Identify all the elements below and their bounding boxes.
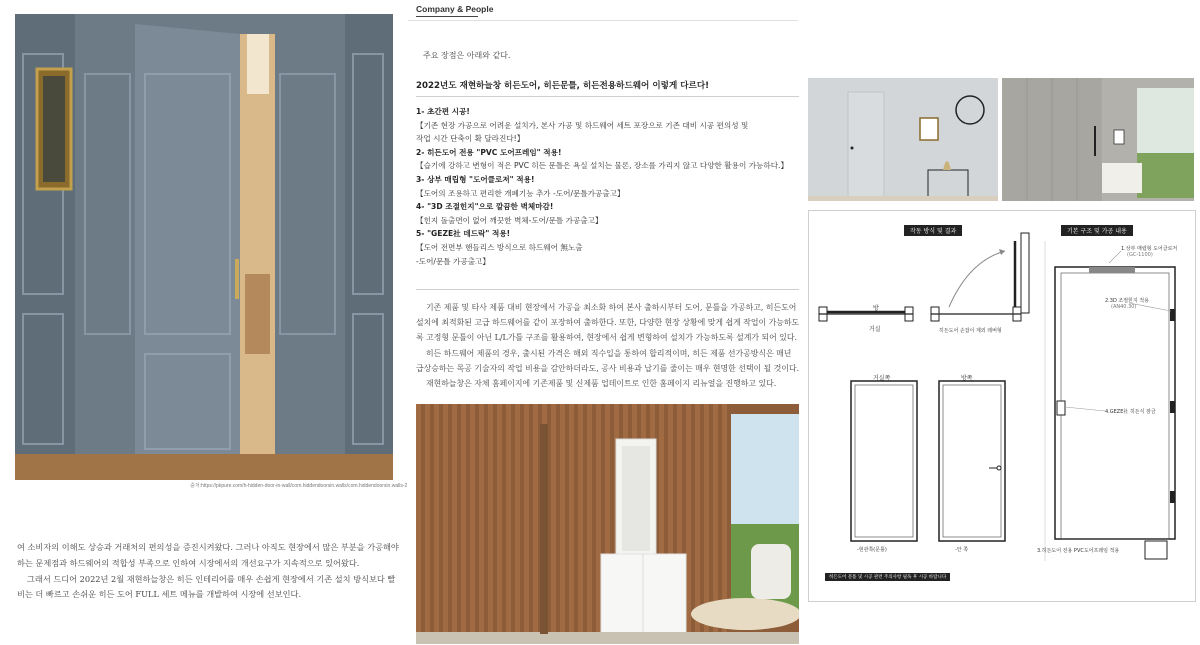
hinge-label: 2.3D 조절힌지 적용	[1105, 298, 1149, 304]
hinge-sub: (AN40.30)	[1111, 304, 1137, 310]
room-label-geosil: 거실	[869, 326, 881, 333]
label-room-side: 방쪽	[961, 375, 973, 382]
article-headline: 2022년도 재현하늘창 히든도어, 히든문틀, 히든전용하드웨어 이렇게 다르다!	[416, 81, 710, 91]
feature-list	[416, 105, 801, 268]
feature-item	[416, 105, 801, 146]
diagram-title-operation: 작동 방식 및 결과	[904, 225, 962, 236]
middle-paragraph-3: 재현하늘창은 자체 홈페이지에 기존제품 및 신제품 업데이트로 인한 홈페이지 리뉴얼을 진행하고 있다.	[426, 379, 777, 389]
feature-title: 3- 상부 매립형 "도어클로저" 적용!	[416, 174, 535, 184]
feature-item	[416, 200, 801, 227]
middle-article-body	[416, 300, 801, 391]
warning-banner: 히든도어 문틀 및 시공 관련 주의사항 필독 후 시공 바랍니다	[825, 573, 950, 581]
handle-note: 히든도어 손잡이 제외 레버형	[939, 328, 1002, 334]
intro-line: 주요 장점은 아래와 같다.	[423, 51, 511, 60]
section-tag-underline	[416, 16, 478, 17]
label-living-side: 거실쪽	[873, 375, 891, 382]
closer-sub: (GC-1100)	[1127, 252, 1153, 258]
interior-wood-slat-photo	[416, 404, 799, 644]
headline-divider	[416, 96, 799, 97]
hidden-door-room-photo	[808, 78, 998, 201]
feature-title: 4- "3D 조절힌지"으로 깔끔한 벽체마감!	[416, 202, 554, 212]
photo-caption: 출처:https://pkpure.com/h-hidden-door-in-wall/com.hiddendoorsin.walls/com.hiddendoorsin.walls-2	[190, 483, 408, 489]
left-paragraph-2: 그래서 드디어 2022년 2월 재현하늘창은 히든 인테리어를 매우 손쉽게 현장에서 기존 설치 방식보다 빨비는 더 빠르고 손쉬운 히든 도어 FULL 세트 메뉴를 개발하여 시장에 선보인다.	[17, 573, 396, 600]
left-article-body	[17, 540, 399, 603]
feature-desc: 【기존 현장 가공으로 어려운 설치가, 본사 가공 및 하드웨어 세트 포장으로 기존 대비 시공 편의성 및	[416, 120, 749, 130]
feature-title: 5- "GEZE社 데드락" 적용!	[416, 229, 511, 239]
caption-entrance-side: -현관쪽(문틀)	[857, 547, 887, 553]
feature-desc: 【힌지 돌출면이 없어 깨끗한 벽체-도어/문틀 가공출고】	[416, 215, 603, 225]
hidden-door-photo	[15, 14, 393, 480]
middle-paragraph-2: 히든 하드웨어 제품의 경우, 출시된 가격은 해외 직수입을 통하여 합리적이며, 히든 제품 선가공방식은 매년 급상승하는 목공 기술자의 작업 비용을 감안하더라도, 공사 비용과 납기를 줄이는 매우 현명한 선택이 될 것이다.	[416, 348, 800, 373]
feature-item	[416, 173, 801, 200]
section-divider	[408, 20, 798, 21]
door-structure-diagram	[808, 210, 1196, 602]
feature-desc: 【도어의 조용하고 편리한 개폐기능 추가 -도어/문틀가공출고】	[416, 188, 625, 198]
feature-item	[416, 227, 801, 268]
feature-desc: 【습기에 강하고 변형이 적은 PVC 히든 문틀은 욕실 설치는 물론, 장소를 가리지 않고 다양한 활용이 가능하다.】	[416, 161, 789, 171]
feature-desc: 【도어 전면부 핸들리스 방식으로 하드웨어 無노출	[416, 242, 583, 252]
left-paragraph-1: 여 소비자의 이해도 상승과 거래처의 편의성을 증진시켜왔다. 그러나 아직도 현장에서 많은 부분을 가공해야 하는 문제점과 하드웨어의 적합성 부족으로 인하여 시장에서의 개선요구가 지속적으로 있어왔다.	[17, 542, 399, 568]
diagram-title-structure: 기본 구조 및 가공 내용	[1061, 225, 1133, 236]
feature-desc-cont: 작업 시간 단축이 확 달라진다!】	[416, 134, 525, 144]
caption-inner-side: -안 쪽	[955, 547, 969, 553]
closer-label: 1.상부 매립형 도어클로저	[1121, 246, 1178, 252]
features-divider	[416, 289, 799, 290]
feature-title: 2- 히든도어 전용 "PVC 도어프레임" 적용!	[416, 147, 562, 157]
lock-label: 4.GEZE社 히든식 잠금	[1105, 409, 1156, 415]
feature-item	[416, 146, 801, 173]
feature-desc-cont: -도어/문틀 가공출고】	[416, 256, 490, 266]
room-label-bang: 방	[873, 305, 879, 312]
section-tag: Company & People	[416, 4, 494, 14]
frame-label: 3.히든도어 전용 PVC도어프레임 적용	[1037, 548, 1120, 554]
feature-title: 1- 초간편 시공!	[416, 107, 470, 116]
middle-paragraph-1: 기존 제품 및 타사 제품 대비 현장에서 가공을 최소화 하여 본사 출하시부터 도어, 문틀을 가공하고, 히든도어 설치에 최적화된 고급 하드웨어를 같이 포장하여 출하한다. 또한, 다양한 현장 상황에 맞게 쉽게 작업이 가능하도록 고정형 문틀이 아닌 L/L가틀 구조를 활용하여, 현장에서 쉽게 변형하여 설치가 가능하도록 설계가 되어 있다.	[416, 303, 800, 343]
sliding-hidden-door-photo	[1002, 78, 1194, 201]
